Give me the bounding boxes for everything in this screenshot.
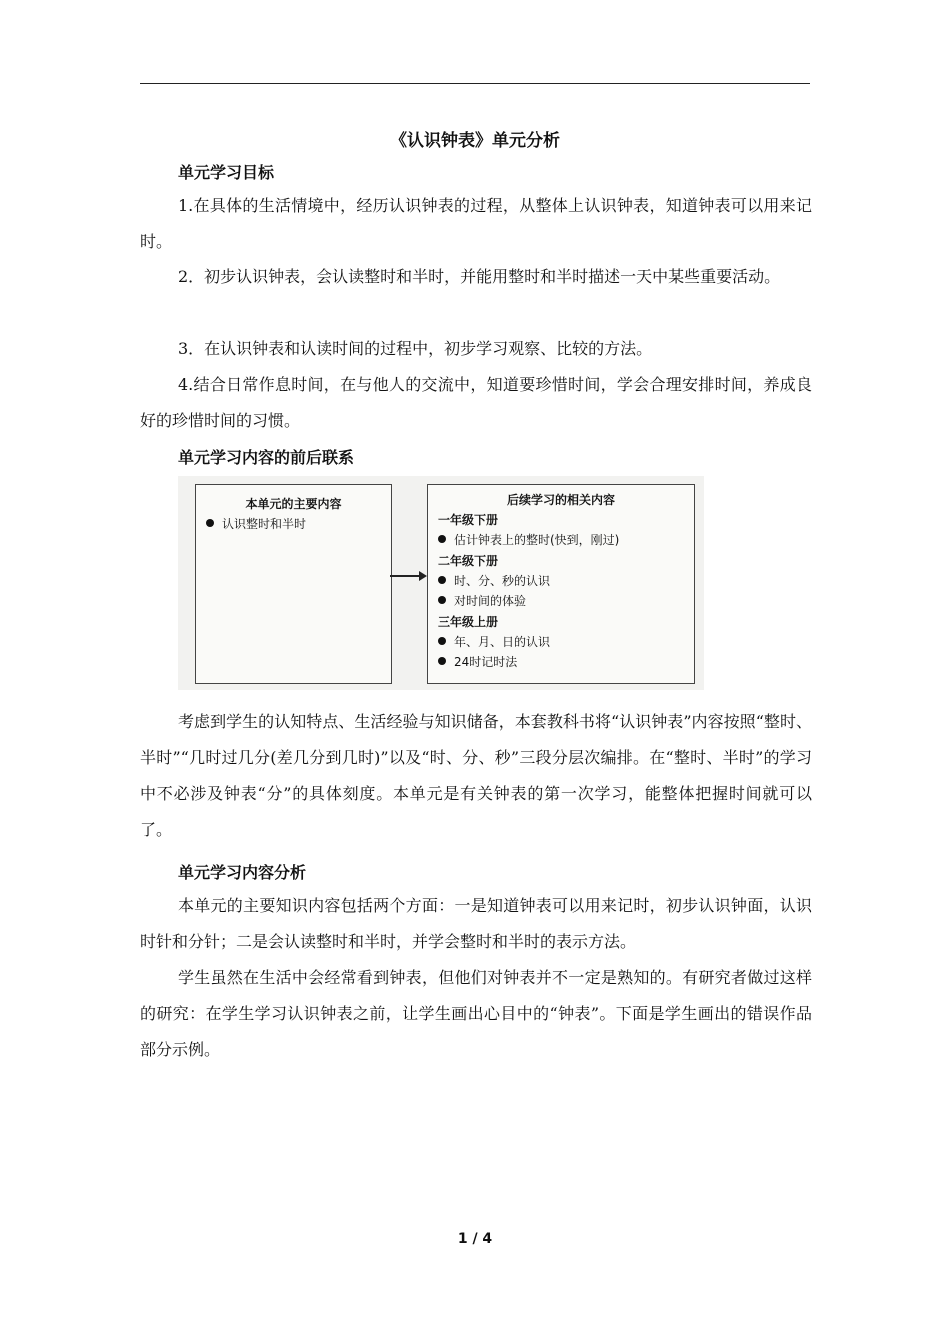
goal-paragraph-2: 2．初步认识钟表，会认读整时和半时，并能用整时和半时描述一天中某些重要活动。 xyxy=(178,267,781,286)
grade-label: 一年级下册 xyxy=(438,513,499,527)
header-rule xyxy=(140,83,810,84)
bullet-icon xyxy=(206,519,214,527)
goal-paragraph-4: 4.结合日常作息时间，在与他人的交流中，知道要珍惜时间，学会合理安排时间，养成良好的珍惜时间的习惯。 xyxy=(140,375,812,430)
right-arrow-icon xyxy=(390,568,427,584)
content-connection-figure xyxy=(178,476,704,690)
analysis-paragraph-2: 学生虽然在生活中会经常看到钟表，但他们对钟表并不一定是熟知的。有研究者做过这样的研究：在学生学习认识钟表之前，让学生画出心目中的“钟表”。下面是学生画出的错误作品部分示例。 xyxy=(140,968,812,1059)
bullet-icon xyxy=(438,535,446,543)
section-heading-analysis: 单元学习内容分析 xyxy=(178,863,307,882)
bullet-icon xyxy=(438,576,446,584)
grade-label: 二年级下册 xyxy=(438,553,499,568)
bullet-icon xyxy=(438,637,446,645)
page-number: 1 / 4 xyxy=(457,1231,493,1247)
document-title: 《认识钟表》单元分析 xyxy=(390,131,560,151)
goal-paragraph-3: 3．在认识钟表和认读时间的过程中，初步学习观察、比较的方法。 xyxy=(178,339,653,358)
arrangement-paragraph: 考虑到学生的认知特点、生活经验与知识储备，本套教科书将“认识钟表”内容按照“整时、半时”“几时过几分(差几分到几时)”以及“时、分、秒”三段分层次编排。在“整时、半时”的学习中不必涉及钟表“分”的具体刻度。本单元是有关钟表的第一次学习，能整体把握时间就可以了。 xyxy=(140,712,812,839)
analysis-paragraph-1: 本单元的主要知识内容包括两个方面：一是知道钟表可以用来记时，初步认识钟面，认识时针和分针；二是会认读整时和半时，并学会整时和半时的表示方法。 xyxy=(140,896,812,951)
follow-up-item: 24时记时法 xyxy=(428,652,694,673)
follow-up-box xyxy=(427,484,695,684)
grade-label: 三年级上册 xyxy=(438,614,499,629)
bullet-icon xyxy=(438,596,446,604)
current-unit-item: 认识整时和半时 xyxy=(196,514,391,535)
section-heading-connections: 单元学习内容的前后联系 xyxy=(178,448,355,467)
current-unit-box xyxy=(195,484,392,684)
follow-up-item: 对时间的体验 xyxy=(428,591,694,612)
follow-up-title: 后续学习的相关内容 xyxy=(506,493,615,507)
follow-up-item: 估计钟表上的整时(快到，刚过) xyxy=(428,530,694,551)
section-heading-goals: 单元学习目标 xyxy=(178,163,275,182)
current-unit-title: 本单元的主要内容 xyxy=(245,497,342,511)
follow-up-item: 年、月、日的认识 xyxy=(428,632,694,653)
follow-up-item: 时、分、秒的认识 xyxy=(428,571,694,592)
goal-paragraph-1: 1.在具体的生活情境中，经历认识钟表的过程，从整体上认识钟表，知道钟表可以用来记时。 xyxy=(140,196,812,251)
bullet-icon xyxy=(438,657,446,665)
